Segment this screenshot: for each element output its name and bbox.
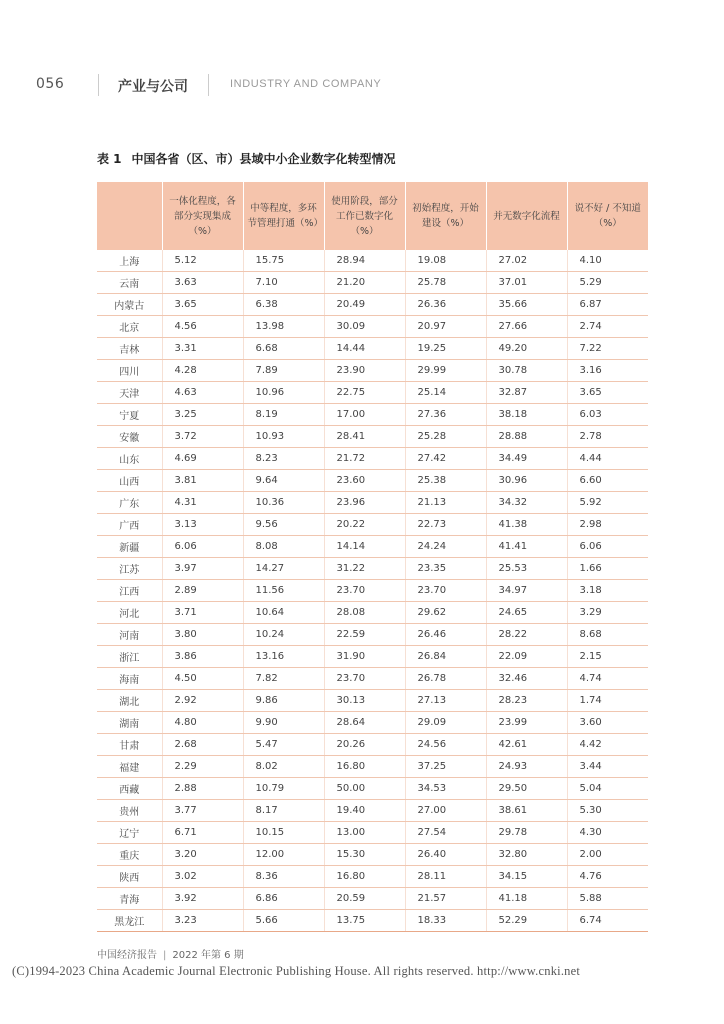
value-cell: 21.72: [324, 448, 405, 470]
table-row: [97, 404, 648, 426]
value-cell: 23.70: [405, 580, 486, 602]
province-cell: 海南: [97, 668, 162, 690]
value-cell: 10.15: [243, 822, 324, 844]
value-cell: 5.66: [243, 910, 324, 932]
value-cell: 37.25: [405, 756, 486, 778]
value-cell: 13.98: [243, 316, 324, 338]
value-cell: 18.33: [405, 910, 486, 932]
province-cell: 江西: [97, 580, 162, 602]
province-cell: 湖北: [97, 690, 162, 712]
value-cell: 27.54: [405, 822, 486, 844]
value-cell: 10.79: [243, 778, 324, 800]
value-cell: 10.24: [243, 624, 324, 646]
table-row: [97, 470, 648, 492]
value-cell: 24.24: [405, 536, 486, 558]
value-cell: 15.75: [243, 250, 324, 272]
value-cell: 31.22: [324, 558, 405, 580]
value-cell: 30.09: [324, 316, 405, 338]
province-cell: 陕西: [97, 866, 162, 888]
table-row: [97, 514, 648, 536]
table-row: [97, 646, 648, 668]
table-header-row: [97, 182, 648, 250]
value-cell: 24.56: [405, 734, 486, 756]
value-cell: 3.86: [162, 646, 243, 668]
province-cell: 山东: [97, 448, 162, 470]
value-cell: 23.35: [405, 558, 486, 580]
value-cell: 29.09: [405, 712, 486, 734]
value-cell: 27.00: [405, 800, 486, 822]
province-cell: 北京: [97, 316, 162, 338]
value-cell: 10.64: [243, 602, 324, 624]
value-cell: 28.41: [324, 426, 405, 448]
value-cell: 30.96: [486, 470, 567, 492]
table-row: [97, 558, 648, 580]
value-cell: 4.30: [567, 822, 648, 844]
value-cell: 8.02: [243, 756, 324, 778]
value-cell: 20.59: [324, 888, 405, 910]
value-cell: 27.66: [486, 316, 567, 338]
table-row: [97, 888, 648, 910]
column-header: 初始程度，开始建设（%）: [405, 182, 486, 250]
value-cell: 28.23: [486, 690, 567, 712]
value-cell: 2.88: [162, 778, 243, 800]
value-cell: 4.76: [567, 866, 648, 888]
province-cell: 广西: [97, 514, 162, 536]
value-cell: 4.42: [567, 734, 648, 756]
value-cell: 5.92: [567, 492, 648, 514]
value-cell: 6.86: [243, 888, 324, 910]
table-row: [97, 734, 648, 756]
value-cell: 26.84: [405, 646, 486, 668]
value-cell: 2.89: [162, 580, 243, 602]
value-cell: 37.01: [486, 272, 567, 294]
column-header: 一体化程度，各部分实现集成（%）: [162, 182, 243, 250]
value-cell: 5.30: [567, 800, 648, 822]
value-cell: 34.32: [486, 492, 567, 514]
province-cell: 天津: [97, 382, 162, 404]
value-cell: 7.82: [243, 668, 324, 690]
value-cell: 19.25: [405, 338, 486, 360]
value-cell: 8.08: [243, 536, 324, 558]
table-row: [97, 426, 648, 448]
table-row: [97, 778, 648, 800]
province-cell: 吉林: [97, 338, 162, 360]
value-cell: 4.44: [567, 448, 648, 470]
table-row: [97, 602, 648, 624]
value-cell: 27.36: [405, 404, 486, 426]
value-cell: 34.53: [405, 778, 486, 800]
province-cell: 湖南: [97, 712, 162, 734]
value-cell: 3.71: [162, 602, 243, 624]
value-cell: 2.78: [567, 426, 648, 448]
value-cell: 17.00: [324, 404, 405, 426]
section-title-cn: 产业与公司: [118, 79, 188, 95]
copyright-notice: (C)1994-2023 China Academic Journal Electronic Publishing House. All rights reserved. http://www.cnki.net: [12, 964, 581, 978]
value-cell: 12.00: [243, 844, 324, 866]
value-cell: 22.59: [324, 624, 405, 646]
value-cell: 25.38: [405, 470, 486, 492]
value-cell: 26.40: [405, 844, 486, 866]
journal-name: 中国经济报告: [97, 950, 157, 961]
value-cell: 29.78: [486, 822, 567, 844]
value-cell: 9.64: [243, 470, 324, 492]
value-cell: 26.78: [405, 668, 486, 690]
value-cell: 6.68: [243, 338, 324, 360]
value-cell: 3.18: [567, 580, 648, 602]
value-cell: 38.18: [486, 404, 567, 426]
column-header: 并无数字化流程: [486, 182, 567, 250]
value-cell: 14.14: [324, 536, 405, 558]
value-cell: 5.29: [567, 272, 648, 294]
value-cell: 7.22: [567, 338, 648, 360]
value-cell: 4.74: [567, 668, 648, 690]
value-cell: 16.80: [324, 866, 405, 888]
value-cell: 23.70: [324, 580, 405, 602]
value-cell: 5.47: [243, 734, 324, 756]
value-cell: 19.08: [405, 250, 486, 272]
table-row: [97, 690, 648, 712]
province-cell: 甘肃: [97, 734, 162, 756]
value-cell: 26.36: [405, 294, 486, 316]
value-cell: 8.36: [243, 866, 324, 888]
value-cell: 20.49: [324, 294, 405, 316]
data-table: [97, 182, 648, 932]
footer-divider: |: [163, 950, 167, 961]
value-cell: 3.13: [162, 514, 243, 536]
province-cell: 河北: [97, 602, 162, 624]
value-cell: 21.57: [405, 888, 486, 910]
value-cell: 3.81: [162, 470, 243, 492]
table-row: [97, 294, 648, 316]
value-cell: 28.94: [324, 250, 405, 272]
value-cell: 52.29: [486, 910, 567, 932]
value-cell: 6.38: [243, 294, 324, 316]
table-row: [97, 756, 648, 778]
value-cell: 30.78: [486, 360, 567, 382]
value-cell: 28.88: [486, 426, 567, 448]
value-cell: 4.28: [162, 360, 243, 382]
value-cell: 26.46: [405, 624, 486, 646]
value-cell: 6.06: [567, 536, 648, 558]
value-cell: 5.88: [567, 888, 648, 910]
table-number: 表 1: [97, 152, 122, 166]
value-cell: 8.17: [243, 800, 324, 822]
value-cell: 16.80: [324, 756, 405, 778]
value-cell: 2.68: [162, 734, 243, 756]
value-cell: 29.62: [405, 602, 486, 624]
table-row: [97, 910, 648, 932]
value-cell: 34.15: [486, 866, 567, 888]
value-cell: 3.65: [162, 294, 243, 316]
province-cell: 安徽: [97, 426, 162, 448]
value-cell: 8.19: [243, 404, 324, 426]
value-cell: 24.93: [486, 756, 567, 778]
value-cell: 4.56: [162, 316, 243, 338]
value-cell: 20.22: [324, 514, 405, 536]
value-cell: 6.06: [162, 536, 243, 558]
value-cell: 6.74: [567, 910, 648, 932]
table-row: [97, 338, 648, 360]
value-cell: 23.96: [324, 492, 405, 514]
value-cell: 21.13: [405, 492, 486, 514]
province-cell: 重庆: [97, 844, 162, 866]
province-cell: 贵州: [97, 800, 162, 822]
value-cell: 4.80: [162, 712, 243, 734]
table-row: [97, 536, 648, 558]
value-cell: 2.92: [162, 690, 243, 712]
province-cell: 广东: [97, 492, 162, 514]
value-cell: 4.50: [162, 668, 243, 690]
table-row: [97, 712, 648, 734]
value-cell: 23.90: [324, 360, 405, 382]
province-cell: 福建: [97, 756, 162, 778]
table-body: [97, 250, 648, 932]
province-cell: 河南: [97, 624, 162, 646]
value-cell: 11.56: [243, 580, 324, 602]
page-header: [36, 74, 688, 98]
value-cell: 25.28: [405, 426, 486, 448]
value-cell: 29.99: [405, 360, 486, 382]
value-cell: 2.98: [567, 514, 648, 536]
value-cell: 38.61: [486, 800, 567, 822]
value-cell: 32.87: [486, 382, 567, 404]
table-row: [97, 668, 648, 690]
value-cell: 25.78: [405, 272, 486, 294]
province-cell: 青海: [97, 888, 162, 910]
table-row: [97, 360, 648, 382]
column-header: 使用阶段，部分工作已数字化（%）: [324, 182, 405, 250]
province-cell: 黑龙江: [97, 910, 162, 932]
value-cell: 13.16: [243, 646, 324, 668]
table-row: [97, 448, 648, 470]
value-cell: 4.69: [162, 448, 243, 470]
table-title: 中国各省（区、市）县域中小企业数字化转型情况: [131, 152, 396, 166]
value-cell: 6.03: [567, 404, 648, 426]
value-cell: 6.87: [567, 294, 648, 316]
province-cell: 江苏: [97, 558, 162, 580]
column-header: 中等程度，多环节管理打通（%）: [243, 182, 324, 250]
province-cell: 宁夏: [97, 404, 162, 426]
value-cell: 32.46: [486, 668, 567, 690]
value-cell: 3.72: [162, 426, 243, 448]
value-cell: 14.44: [324, 338, 405, 360]
value-cell: 9.90: [243, 712, 324, 734]
value-cell: 8.68: [567, 624, 648, 646]
table-row: [97, 866, 648, 888]
value-cell: 22.09: [486, 646, 567, 668]
value-cell: 3.63: [162, 272, 243, 294]
value-cell: 3.20: [162, 844, 243, 866]
value-cell: 3.02: [162, 866, 243, 888]
value-cell: 9.86: [243, 690, 324, 712]
value-cell: 20.26: [324, 734, 405, 756]
table-row: [97, 382, 648, 404]
province-cell: 上海: [97, 250, 162, 272]
value-cell: 4.63: [162, 382, 243, 404]
value-cell: 34.49: [486, 448, 567, 470]
value-cell: 32.80: [486, 844, 567, 866]
column-header: [97, 182, 162, 250]
value-cell: 28.08: [324, 602, 405, 624]
value-cell: 15.30: [324, 844, 405, 866]
table-row: [97, 250, 648, 272]
value-cell: 3.31: [162, 338, 243, 360]
value-cell: 21.20: [324, 272, 405, 294]
value-cell: 8.23: [243, 448, 324, 470]
value-cell: 10.96: [243, 382, 324, 404]
value-cell: 7.10: [243, 272, 324, 294]
value-cell: 34.97: [486, 580, 567, 602]
value-cell: 41.38: [486, 514, 567, 536]
value-cell: 4.31: [162, 492, 243, 514]
value-cell: 25.14: [405, 382, 486, 404]
value-cell: 41.41: [486, 536, 567, 558]
table-row: [97, 492, 648, 514]
value-cell: 35.66: [486, 294, 567, 316]
page-number: 056: [36, 76, 65, 92]
header-divider: [208, 74, 209, 96]
value-cell: 14.27: [243, 558, 324, 580]
value-cell: 27.13: [405, 690, 486, 712]
table-row: [97, 272, 648, 294]
value-cell: 3.25: [162, 404, 243, 426]
value-cell: 3.16: [567, 360, 648, 382]
table-row: [97, 800, 648, 822]
value-cell: 27.42: [405, 448, 486, 470]
value-cell: 2.29: [162, 756, 243, 778]
value-cell: 42.61: [486, 734, 567, 756]
value-cell: 20.97: [405, 316, 486, 338]
value-cell: 28.64: [324, 712, 405, 734]
column-header: 说不好 / 不知道（%）: [567, 182, 648, 250]
value-cell: 23.99: [486, 712, 567, 734]
section-title-en: INDUSTRY AND COMPANY: [230, 78, 382, 90]
value-cell: 2.15: [567, 646, 648, 668]
value-cell: 50.00: [324, 778, 405, 800]
table-row: [97, 580, 648, 602]
value-cell: 3.97: [162, 558, 243, 580]
value-cell: 30.13: [324, 690, 405, 712]
value-cell: 5.04: [567, 778, 648, 800]
value-cell: 28.22: [486, 624, 567, 646]
value-cell: 2.74: [567, 316, 648, 338]
value-cell: 41.18: [486, 888, 567, 910]
value-cell: 1.74: [567, 690, 648, 712]
value-cell: 22.75: [324, 382, 405, 404]
value-cell: 3.60: [567, 712, 648, 734]
value-cell: 22.73: [405, 514, 486, 536]
province-cell: 内蒙古: [97, 294, 162, 316]
value-cell: 23.70: [324, 668, 405, 690]
value-cell: 25.53: [486, 558, 567, 580]
value-cell: 13.75: [324, 910, 405, 932]
value-cell: 3.29: [567, 602, 648, 624]
value-cell: 3.44: [567, 756, 648, 778]
value-cell: 6.60: [567, 470, 648, 492]
page-footer: [97, 946, 244, 961]
value-cell: 31.90: [324, 646, 405, 668]
value-cell: 6.71: [162, 822, 243, 844]
value-cell: 29.50: [486, 778, 567, 800]
header-divider: [98, 74, 99, 96]
value-cell: 3.65: [567, 382, 648, 404]
value-cell: 24.65: [486, 602, 567, 624]
value-cell: 19.40: [324, 800, 405, 822]
table-row: [97, 822, 648, 844]
value-cell: 1.66: [567, 558, 648, 580]
value-cell: 10.93: [243, 426, 324, 448]
value-cell: 10.36: [243, 492, 324, 514]
value-cell: 28.11: [405, 866, 486, 888]
province-cell: 西藏: [97, 778, 162, 800]
province-cell: 山西: [97, 470, 162, 492]
journal-issue: 2022 年第 6 期: [172, 950, 244, 961]
table-row: [97, 624, 648, 646]
value-cell: 3.92: [162, 888, 243, 910]
value-cell: 4.10: [567, 250, 648, 272]
value-cell: 7.89: [243, 360, 324, 382]
value-cell: 5.12: [162, 250, 243, 272]
table-caption: [97, 150, 396, 167]
value-cell: 3.80: [162, 624, 243, 646]
province-cell: 浙江: [97, 646, 162, 668]
value-cell: 23.60: [324, 470, 405, 492]
value-cell: 3.23: [162, 910, 243, 932]
table-row: [97, 844, 648, 866]
province-cell: 新疆: [97, 536, 162, 558]
value-cell: 9.56: [243, 514, 324, 536]
value-cell: 49.20: [486, 338, 567, 360]
value-cell: 3.77: [162, 800, 243, 822]
province-cell: 四川: [97, 360, 162, 382]
province-cell: 云南: [97, 272, 162, 294]
value-cell: 13.00: [324, 822, 405, 844]
province-cell: 辽宁: [97, 822, 162, 844]
value-cell: 27.02: [486, 250, 567, 272]
value-cell: 2.00: [567, 844, 648, 866]
table-row: [97, 316, 648, 338]
